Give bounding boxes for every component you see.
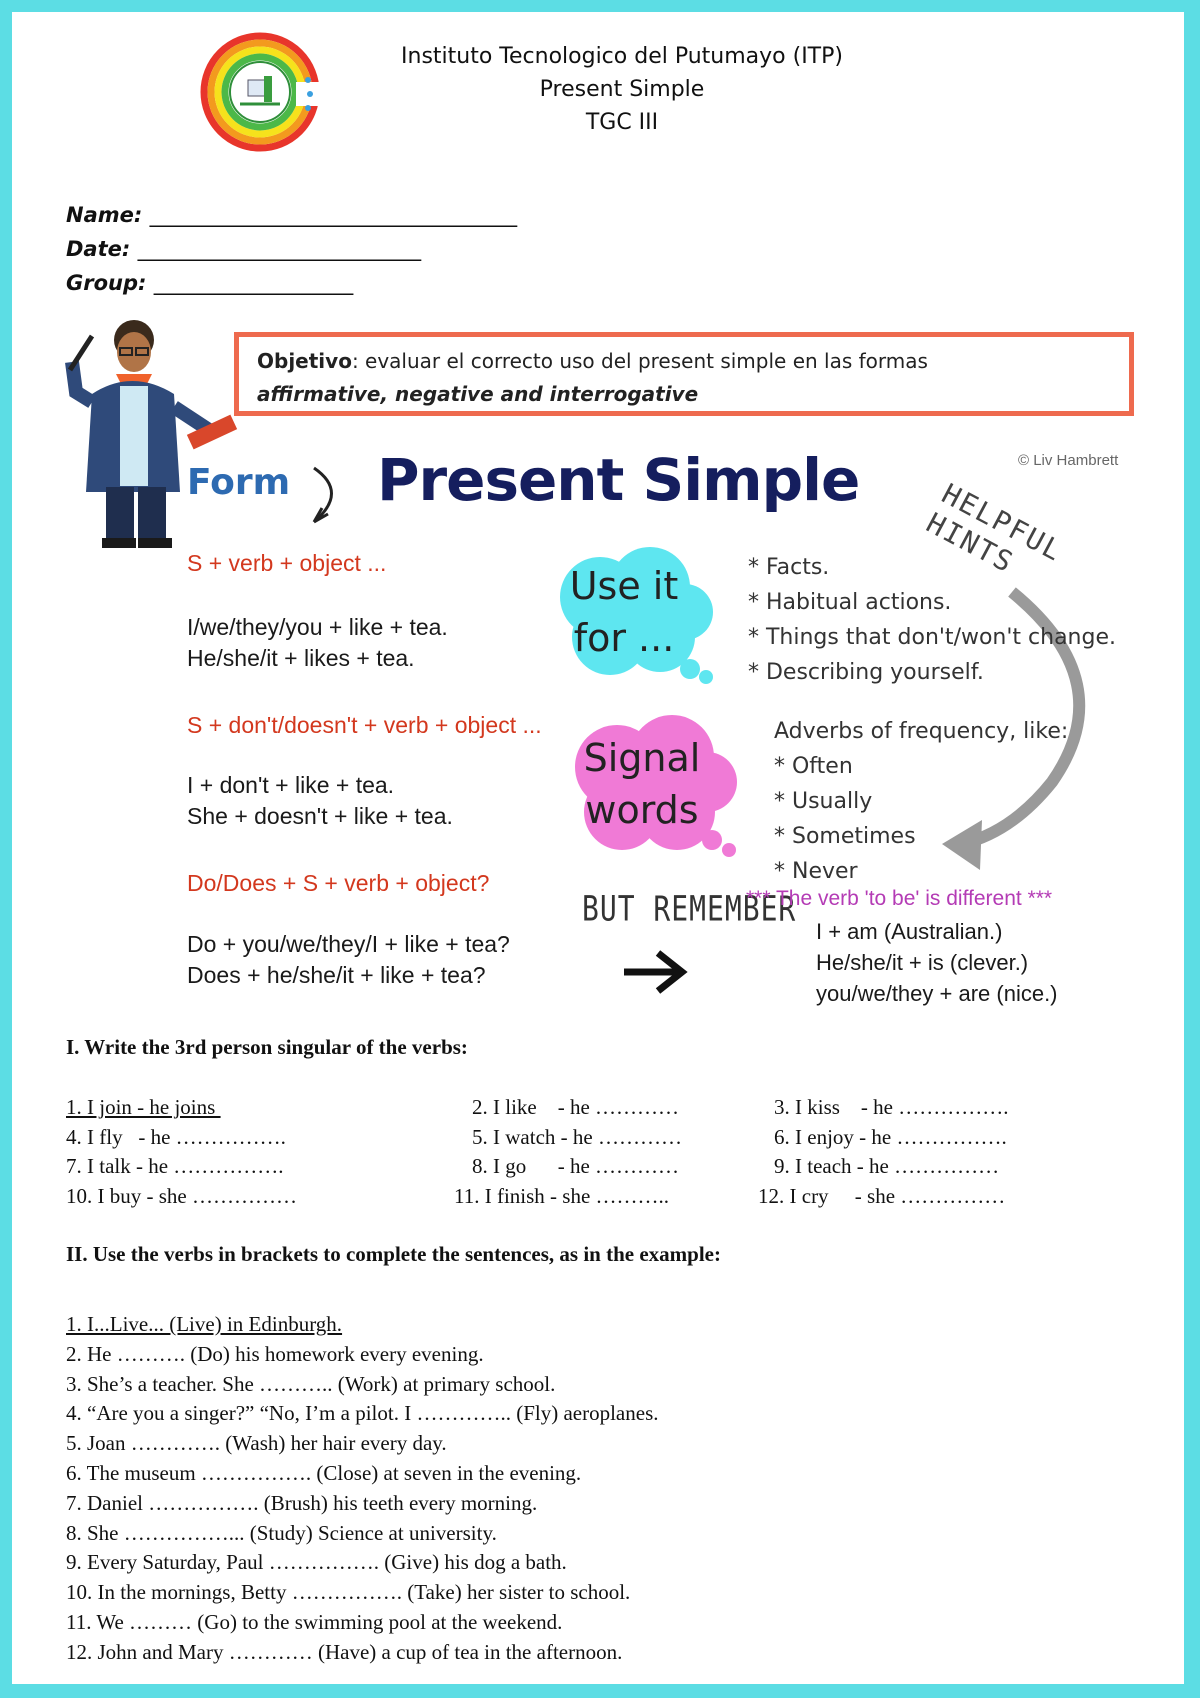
exercise-2-item[interactable]: 5. Joan …………. (Wash) her hair every day. xyxy=(66,1431,447,1456)
name-blank: ___________________________________ xyxy=(149,203,518,227)
worksheet-page xyxy=(12,12,1184,1684)
exercise-1-item[interactable]: 12. I cry - she …………… xyxy=(758,1184,1006,1208)
objective-forms: affirmative, negative and interrogative xyxy=(257,382,699,406)
worksheet-header xyxy=(312,40,932,139)
signal-line-2: words xyxy=(585,788,699,832)
institute-logo xyxy=(200,32,320,152)
exercise-1-item[interactable]: 10. I buy - she …………… xyxy=(66,1184,297,1208)
subject-title: Present Simple xyxy=(539,77,705,102)
exercise-1-item[interactable]: 6. I enjoy - he ……………. xyxy=(774,1125,1007,1149)
infographic-title: Present Simple xyxy=(377,446,860,514)
name-label: Name: xyxy=(66,203,143,227)
helpful-hints-label: HELPFUL HINTS xyxy=(921,477,1069,580)
uses-list xyxy=(748,550,1116,690)
objective-label: Objetivo xyxy=(257,349,352,373)
exercise-2-item[interactable]: 12. John and Mary ………… (Have) a cup of tea in the afternoon. xyxy=(66,1639,623,1664)
form-label: Form xyxy=(187,462,291,503)
exercise-1-item[interactable]: 2. I like - he ………… xyxy=(472,1095,680,1119)
group-label: Group: xyxy=(66,271,147,295)
affirmative-example-2: He/she/it + likes + tea. xyxy=(187,645,415,671)
exercise-1-item[interactable]: 4. I fly - he ……………. xyxy=(66,1125,286,1149)
exercise-2-item[interactable]: 7. Daniel ……………. (Brush) his teeth every morning. xyxy=(66,1490,538,1515)
use-it-line-2: for ... xyxy=(573,616,675,660)
course-code: TGC III xyxy=(585,110,659,135)
institute-name: Instituto Tecnologico del Putumayo (ITP) xyxy=(401,44,843,69)
exercise-2-item[interactable]: 11. We ……… (Go) to the swimming pool at the weekend. xyxy=(66,1609,563,1634)
question-rule: Do/Does + S + verb + object? xyxy=(187,870,490,896)
exercise-2-item: 1. I...Live... (Live) in Edinburgh. xyxy=(66,1312,343,1336)
objective-text: : evaluar el correcto uso del present simple en las formas xyxy=(351,349,928,373)
negative-example-2: She + doesn't + like + tea. xyxy=(187,803,453,829)
group-field[interactable] xyxy=(66,266,517,300)
exercise-2-item[interactable]: 3. She’s a teacher. She ……….. (Work) at primary school. xyxy=(66,1371,556,1396)
exercise-1-item[interactable]: 7. I talk - he ……………. xyxy=(66,1154,284,1178)
use-it-line-1: Use it xyxy=(569,564,679,608)
name-field[interactable] xyxy=(66,198,517,232)
exercise-1-item[interactable]: 5. I watch - he ………… xyxy=(472,1125,682,1149)
signal-item: * Usually xyxy=(774,789,873,814)
date-blank: ___________________________ xyxy=(137,237,422,261)
date-label: Date: xyxy=(66,237,131,261)
affirmative-example-1: I/we/they/you + like + tea. xyxy=(187,614,448,640)
student-fields xyxy=(66,198,517,300)
use-item: * Things that don't/won't change. xyxy=(748,625,1116,650)
use-it-cloud-text xyxy=(554,560,694,664)
exercise-2-item[interactable]: 2. He ………. (Do) his homework every evening. xyxy=(66,1341,484,1366)
exercise-1-item: 1. I join - he joins xyxy=(66,1095,221,1119)
question-example-2: Does + he/she/it + like + tea? xyxy=(187,962,486,988)
signal-item: * Never xyxy=(774,859,858,884)
but-remember-label: BUT REMEMBER xyxy=(582,887,797,930)
to-be-line: I + am (Australian.) xyxy=(816,919,1003,944)
exercise-2-item[interactable]: 10. In the mornings, Betty ……………. (Take) her sister to school. xyxy=(66,1580,631,1605)
curved-arrow-icon xyxy=(294,462,354,532)
affirmative-rule: S + verb + object ... xyxy=(187,550,387,576)
signal-intro: Adverbs of frequency, like: xyxy=(774,719,1069,744)
signal-words-list xyxy=(774,714,1068,889)
use-item: * Habitual actions. xyxy=(748,590,952,615)
exercise-1-title: I. Write the 3rd person singular of the verbs: xyxy=(66,1035,468,1059)
negative-examples xyxy=(187,770,453,832)
exercise-2-item[interactable]: 8. She ……………... (Study) Science at university. xyxy=(66,1520,497,1545)
affirmative-examples xyxy=(187,612,448,674)
negative-rule: S + don't/doesn't + verb + object ... xyxy=(187,712,542,738)
exercise-2-item[interactable]: 6. The museum ……………. (Close) at seven in the evening. xyxy=(66,1460,582,1485)
use-item: * Facts. xyxy=(748,555,830,580)
exercise-2-item[interactable]: 9. Every Saturday, Paul ……………. (Give) his dog a bath. xyxy=(66,1550,567,1575)
question-examples xyxy=(187,929,510,991)
exercise-2-list xyxy=(66,1310,659,1668)
signal-item: * Sometimes xyxy=(774,824,916,849)
objective-box xyxy=(234,332,1134,416)
signal-item: * Often xyxy=(774,754,853,779)
to-be-line: He/she/it + is (clever.) xyxy=(816,950,1029,975)
exercise-2-item[interactable]: 4. “Are you a singer?” “No, I’m a pilot. I ………….. (Fly) aeroplanes. xyxy=(66,1401,659,1426)
present-simple-infographic xyxy=(182,432,1137,1006)
signal-line-1: Signal xyxy=(583,736,701,780)
exercise-1-item[interactable]: 8. I go - he ………… xyxy=(472,1154,680,1178)
date-field[interactable] xyxy=(66,232,517,266)
group-blank: ___________________ xyxy=(153,271,354,295)
negative-example-1: I + don't + like + tea. xyxy=(187,772,395,798)
exercise-1-item[interactable]: 3. I kiss - he ……………. xyxy=(774,1095,1009,1119)
to-be-note: *** The verb 'to be' is different *** xyxy=(746,887,1053,910)
to-be-examples xyxy=(816,916,1058,1009)
question-example-1: Do + you/we/they/I + like + tea? xyxy=(187,931,510,957)
exercise-1-item[interactable]: 11. I finish - she ……….. xyxy=(454,1184,670,1208)
right-arrow-icon xyxy=(620,947,690,997)
copyright-note: © Liv Hambrett xyxy=(1018,452,1119,469)
to-be-line: you/we/they + are (nice.) xyxy=(816,981,1058,1006)
exercise-2-title: II. Use the verbs in brackets to complete the sentences, as in the example: xyxy=(66,1242,721,1266)
exercise-1-item[interactable]: 9. I teach - he …………… xyxy=(774,1154,1000,1178)
use-item: * Describing yourself. xyxy=(748,660,984,685)
signal-words-cloud-text xyxy=(562,732,722,836)
